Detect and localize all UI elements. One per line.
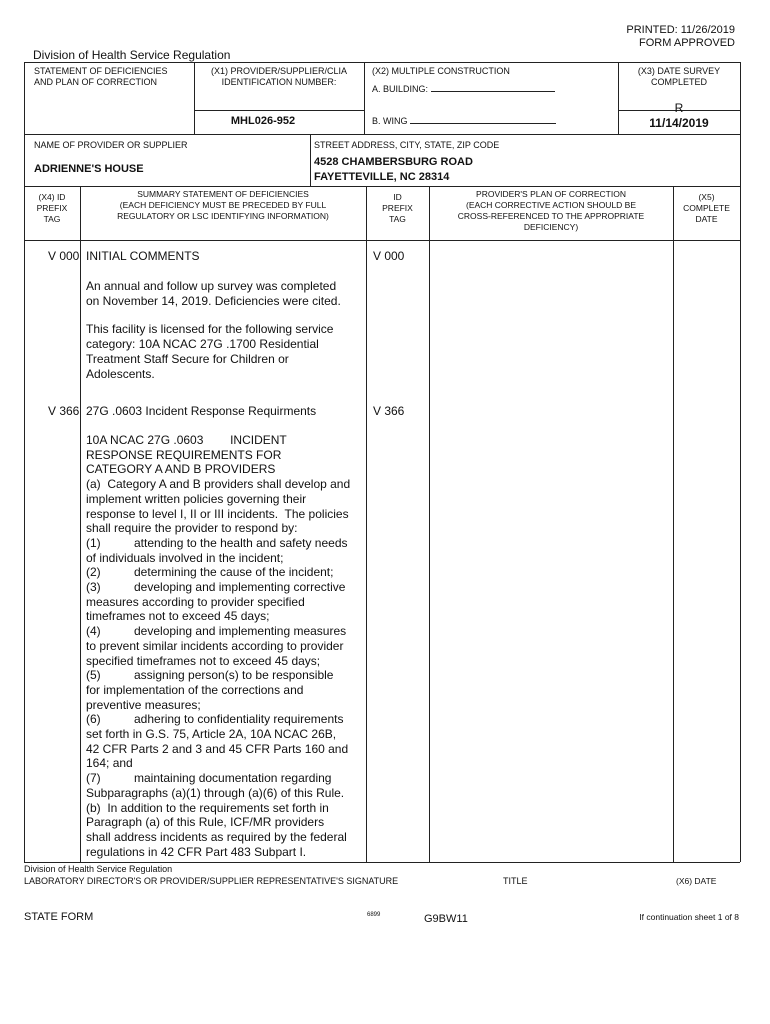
rule-text-line: (6) adhering to confidentiality requirements <box>86 712 344 727</box>
x3-label: (X3) DATE SURVEY COMPLETED <box>637 66 721 87</box>
v000-text: An annual and follow up survey was completed on November 14, 2019. Deficiencies were cited. This facility is licensed for the following service category: 10A NCAC 27G .1700 Residential Treatment Staff Secure for Children or Adolescents. <box>86 279 341 381</box>
continuation-sheet: If continuation sheet 1 of 8 <box>639 912 739 922</box>
survey-type: R <box>674 101 684 115</box>
rule-text-line: for implementation of the corrections and <box>86 682 304 697</box>
v366-tag: V 366 <box>48 404 80 418</box>
rule-text-line: timeframes not to exceed 45 days; <box>86 609 270 624</box>
x4-column-header: (X4) ID PREFIX TAG <box>36 192 68 224</box>
state-form-label: STATE FORM <box>24 911 94 923</box>
rule-text-line: (b) In addition to the requirements set forth in <box>86 800 329 815</box>
survey-date: 11/14/2019 <box>649 116 709 130</box>
summary-column-header: SUMMARY STATEMENT OF DEFICIENCIES (EACH DEFICIENCY MUST BE PRECEDED BY FULL REGULATORY OR LSC IDENTIFYING INFORMATION) <box>117 189 329 221</box>
rule-text-line: (4) developing and implementing measures <box>86 624 347 639</box>
v366-id: V 366 <box>373 404 405 418</box>
rule-text-line: shall require the provider to respond by: <box>86 521 298 536</box>
rule-text-line: (2) determining the cause of the incident; <box>86 565 334 580</box>
x5-column-header: (X5) COMPLETE DATE <box>683 192 730 224</box>
rule-text-line: (1) attending to the health and safety needs <box>86 535 348 550</box>
rule-text-line: set forth in G.S. 75, Article 2A, 10A NCAC 26B, <box>86 727 337 742</box>
rule-text-line: (7) maintaining documentation regarding <box>86 771 332 786</box>
rule-text-line: of individuals involved in the incident; <box>86 550 284 565</box>
rule-text-line: (5) assigning person(s) to be responsible <box>86 668 334 683</box>
form-approved: FORM APPROVED <box>639 37 735 49</box>
rule-text-line: Subparagraphs (a)(1) through (a)(6) of this Rule. <box>86 785 345 800</box>
agency-title: Division of Health Service Regulation <box>33 48 231 62</box>
rule-text-line: (3) developing and implementing corrective <box>86 580 346 595</box>
rule-text-line: measures according to provider specified <box>86 594 305 609</box>
address-label: STREET ADDRESS, CITY, STATE, ZIP CODE <box>314 140 500 150</box>
form-code: G9BW11 <box>424 913 468 925</box>
statement-label: STATEMENT OF DEFICIENCIES AND PLAN OF CORRECTION <box>34 66 168 87</box>
x2-label: (X2) MULTIPLE CONSTRUCTION <box>372 66 510 76</box>
rule-text-line: response to level I, II or III incidents. The policies <box>86 506 349 521</box>
rule-text-line: 10A NCAC 27G .0603 INCIDENT <box>86 433 287 447</box>
signature-label: LABORATORY DIRECTOR'S OR PROVIDER/SUPPLIER REPRESENTATIVE'S SIGNATURE <box>24 876 399 886</box>
rule-text-line: to prevent similar incidents according to provider <box>86 638 344 653</box>
id-column-header: ID PREFIX TAG <box>382 192 413 224</box>
building-field: A. BUILDING: <box>372 83 555 95</box>
v000-tag: V 000 <box>48 249 80 263</box>
provider-id: MHL026-952 <box>230 115 296 127</box>
v000-id: V 000 <box>373 249 405 263</box>
v366-title: 27G .0603 Incident Response Requirments <box>86 404 317 418</box>
plan-column-header: PROVIDER'S PLAN OF CORRECTION (EACH CORRECTIVE ACTION SHOULD BE CROSS-REFERENCED TO THE APPROPRIATE DEFICIENCY) <box>457 189 645 232</box>
rule-text-line: 42 CFR Parts 2 and 3 and 45 CFR Parts 160 and <box>86 741 349 756</box>
rule-text-line: (a) Category A and B providers shall develop and <box>86 477 351 492</box>
rule-text-line: RESPONSE REQUIREMENTS FOR <box>86 447 282 462</box>
rule-text-line: 164; and <box>86 756 133 771</box>
x6-date-label: (X6) DATE <box>676 876 717 886</box>
rule-text-line: regulations in 42 CFR Part 483 Subpart I. <box>86 844 307 859</box>
rule-text-line: preventive measures; <box>86 697 201 712</box>
rule-text-line: shall address incidents as required by the federal <box>86 829 347 844</box>
title-label: TITLE <box>503 876 528 886</box>
v000-title: INITIAL COMMENTS <box>86 249 200 263</box>
x1-label: (X1) PROVIDER/SUPPLIER/CLIA IDENTIFICATION NUMBER: <box>210 66 348 87</box>
form-number: 6899 <box>367 912 381 918</box>
printed-date: PRINTED: 11/26/2019 <box>626 24 735 36</box>
rule-text-line: Paragraph (a) of this Rule, ICF/MR providers <box>86 815 325 830</box>
address-line2: FAYETTEVILLE, NC 28314 <box>314 171 450 183</box>
address-line1: 4528 CHAMBERSBURG ROAD <box>314 156 473 168</box>
rule-text-line: implement written policies governing their <box>86 491 307 506</box>
rule-text-line: CATEGORY A AND B PROVIDERS <box>86 462 276 477</box>
v366-rule-text <box>86 433 366 859</box>
footer-agency: Division of Health Service Regulation <box>24 864 173 874</box>
provider-name: ADRIENNE'S HOUSE <box>34 163 144 175</box>
rule-text-line: specified timeframes not to exceed 45 days; <box>86 653 321 668</box>
wing-field: B. WING <box>372 115 556 127</box>
provider-name-label: NAME OF PROVIDER OR SUPPLIER <box>34 140 188 150</box>
